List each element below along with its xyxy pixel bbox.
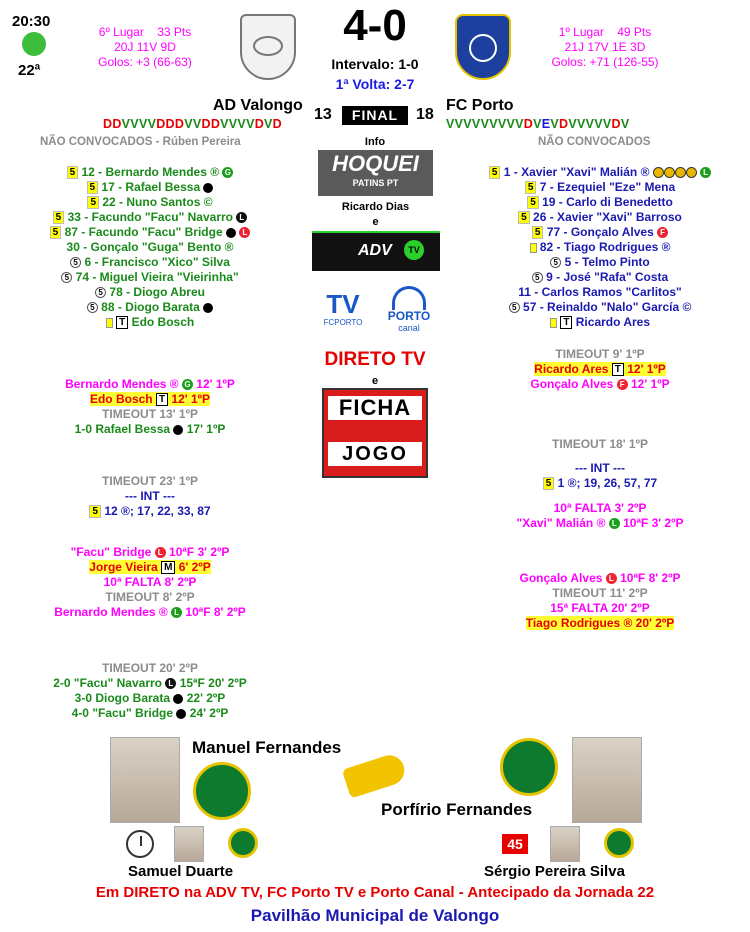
away-points: 49 Pts — [617, 25, 652, 39]
list-item: 11 - Carlos Ramos "Carlitos" — [518, 285, 682, 299]
auxiliary-2-name: Sérgio Pereira Silva — [484, 863, 625, 880]
hoquei-logo-icon[interactable]: HOQUEI PATINS PT — [318, 150, 433, 196]
round-badge-icon — [22, 32, 46, 56]
list-item: 5 87 - Facundo "Facu" Bridge L — [20, 225, 280, 240]
event-item: 10ª FALTA 8' 2ºP — [103, 575, 197, 589]
away-goals: Golos: +71 (126-55) — [551, 55, 659, 69]
event-item: 3-0 Diogo Barata 22' 2ºP — [74, 691, 226, 705]
event-item: "Xavi" Malián ® L 10ªF 3' 2ºP — [516, 516, 684, 530]
shot-clock-badge: 45 — [502, 834, 528, 854]
list-item: 5 33 - Facundo "Facu" Navarro L — [20, 210, 280, 225]
match-status-badge: FINAL — [342, 106, 408, 125]
event-item: TIMEOUT 11' 2ºP — [552, 586, 648, 600]
list-item: 5 19 - Carlo di Benedetto — [470, 195, 730, 210]
porto-canal-logo-icon[interactable]: PORTO canal — [384, 286, 434, 338]
home-stats — [80, 25, 210, 70]
direct-tv-label: DIRETO TV — [324, 349, 426, 370]
list-item: 82 - Tiago Rodrigues ® — [470, 240, 730, 255]
home-record: 20J 11V 9D — [114, 40, 176, 54]
round-number: 22ª — [18, 62, 41, 79]
away-form: VVVVVVVVVDVEVDVVVVVDV — [446, 117, 630, 131]
score: 4-0 — [343, 1, 407, 50]
event-item: TIMEOUT 8' 2ºP — [105, 590, 195, 604]
association-crest-icon — [193, 762, 251, 820]
away-team-name: FC Porto — [446, 97, 514, 114]
list-item: T Edo Bosch — [20, 315, 280, 330]
list-item: 5 17 - Rafael Bessa — [20, 180, 280, 195]
list-item: 5 12 - Bernardo Mendes ® G — [20, 165, 280, 180]
home-form: DDVVVVDDDVVDDVVVVDVD — [103, 117, 282, 131]
association-crest-icon-4 — [604, 828, 634, 858]
home-position: 13 — [314, 106, 332, 123]
list-item: T Ricardo Ares — [470, 315, 730, 330]
whistle-icon — [342, 751, 408, 798]
list-item: 5 77 - Gonçalo Alves F — [470, 225, 730, 240]
referee-1-name: Manuel Fernandes — [192, 738, 342, 757]
event-item: 4-0 "Facu" Bridge 24' 2ºP — [71, 706, 229, 720]
event-item: --- INT --- — [125, 489, 175, 503]
association-crest-icon-3 — [228, 828, 258, 858]
event-item: 5 1 ®; 19, 26, 57, 77 — [470, 476, 730, 491]
home-team-name: AD Valongo — [213, 97, 303, 114]
list-item: 5 26 - Xavier "Xavi" Barroso — [470, 210, 730, 225]
event-item: Bernardo Mendes ® G 12' 1ºP — [65, 377, 235, 391]
home-standing: 6º Lugar — [98, 25, 144, 39]
event-item: 5 12 ®; 17, 22, 33, 87 — [20, 504, 280, 519]
list-item: 5 9 - José "Rafa" Costa — [470, 270, 730, 285]
match-time: 20:30 — [12, 13, 51, 30]
clock-icon — [126, 830, 154, 858]
list-item: 5 7 - Ezequiel "Eze" Mena — [470, 180, 730, 195]
away-stats — [535, 25, 675, 70]
event-item: 1-0 Rafael Bessa 17' 1ºP — [74, 422, 226, 436]
away-record: 21J 17V 1E 3D — [564, 40, 646, 54]
list-item: 30 - Gonçalo "Guga" Bento ® — [66, 240, 234, 254]
auxiliary-1-name: Samuel Duarte — [128, 863, 234, 880]
timekeeper-photo — [174, 826, 204, 862]
event-item: Jorge Vieira M 6' 2ºP — [89, 560, 211, 574]
event-item: "Facu" Bridge L 10ªF 3' 2ºP — [70, 545, 230, 559]
event-item: 2-0 "Facu" Navarro L 15ªF 20' 2ºP — [53, 676, 247, 690]
venue-name: Pavilhão Municipal de Valongo — [250, 906, 500, 925]
event-item: TIMEOUT 9' 1ºP — [555, 347, 645, 361]
event-item: Bernardo Mendes ® L 10ªF 8' 2ºP — [54, 605, 246, 619]
auxiliary-2-photo — [550, 826, 580, 862]
list-item: 5 57 - Reinaldo "Nalo" García © — [470, 300, 730, 315]
broadcast-info: Em DIRETO na ADV TV, FC Porto TV e Porto Canal - Antecipado da Jornada 22 — [95, 884, 655, 901]
and-label-2: e — [371, 375, 379, 387]
list-item: 5 5 - Telmo Pinto — [470, 255, 730, 270]
referee-2-photo — [572, 737, 642, 823]
adv-tv-logo-icon[interactable]: ADV TV — [312, 231, 440, 271]
event-item: 10ª FALTA 3' 2ºP — [553, 501, 647, 515]
event-item: Ricardo Ares T 12' 1ºP — [534, 362, 666, 376]
info-label: Info — [364, 136, 386, 148]
referee-2-name: Porfírio Fernandes — [381, 800, 533, 819]
list-item: 5 1 - Xavier "Xavi" Malián ® L — [470, 165, 730, 180]
event-item: Edo Bosch T 12' 1ºP — [89, 392, 211, 406]
list-item: 5 22 - Nuno Santos © — [20, 195, 280, 210]
home-events — [20, 377, 280, 721]
away-crest-icon — [455, 14, 511, 80]
list-item: 5 74 - Miguel Vieira "Vieirinha" — [20, 270, 280, 285]
commentator-name: Ricardo Dias — [341, 201, 410, 213]
home-crest-icon — [240, 14, 296, 80]
event-item: Gonçalo Alves F 12' 1ºP — [530, 377, 670, 391]
match-sheet-logo-icon[interactable]: FICHA JOGO — [322, 388, 428, 478]
referee-1-photo — [110, 737, 180, 823]
event-item: --- INT --- — [575, 461, 625, 475]
list-item: 5 6 - Francisco "Xico" Silva — [20, 255, 280, 270]
away-events — [470, 347, 730, 631]
home-lineup — [20, 165, 280, 330]
association-crest-icon-2 — [500, 738, 558, 796]
away-lineup — [470, 165, 730, 330]
and-label: e — [372, 216, 379, 228]
away-position: 18 — [416, 106, 434, 123]
list-item: 5 78 - Diogo Abreu — [20, 285, 280, 300]
event-item: TIMEOUT 23' 1ºP — [102, 474, 198, 488]
event-item: Gonçalo Alves L 10ªF 8' 2ºP — [519, 571, 681, 585]
event-item: 15ª FALTA 20' 2ºP — [550, 601, 650, 615]
away-standing: 1º Lugar — [558, 25, 604, 39]
halftime-score: Intervalo: 1-0 — [331, 56, 419, 72]
event-item: TIMEOUT 20' 2ºP — [102, 661, 198, 675]
home-goals: Golos: +3 (66-63) — [98, 55, 192, 69]
home-points: 33 Pts — [157, 25, 192, 39]
event-item: TIMEOUT 13' 1ºP — [102, 407, 198, 421]
away-not-called: NÃO CONVOCADOS — [538, 136, 651, 148]
first-leg-score: 1ª Volta: 2-7 — [335, 76, 415, 92]
home-not-called: NÃO CONVOCADOS - Rúben Pereira — [40, 136, 241, 148]
event-item: Tiago Rodrigues ® 20' 2ºP — [525, 616, 675, 630]
fc-porto-tv-logo-icon[interactable]: TV FCPORTO — [323, 289, 363, 327]
event-item: TIMEOUT 18' 1ºP — [552, 437, 648, 451]
list-item: 5 88 - Diogo Barata — [20, 300, 280, 315]
